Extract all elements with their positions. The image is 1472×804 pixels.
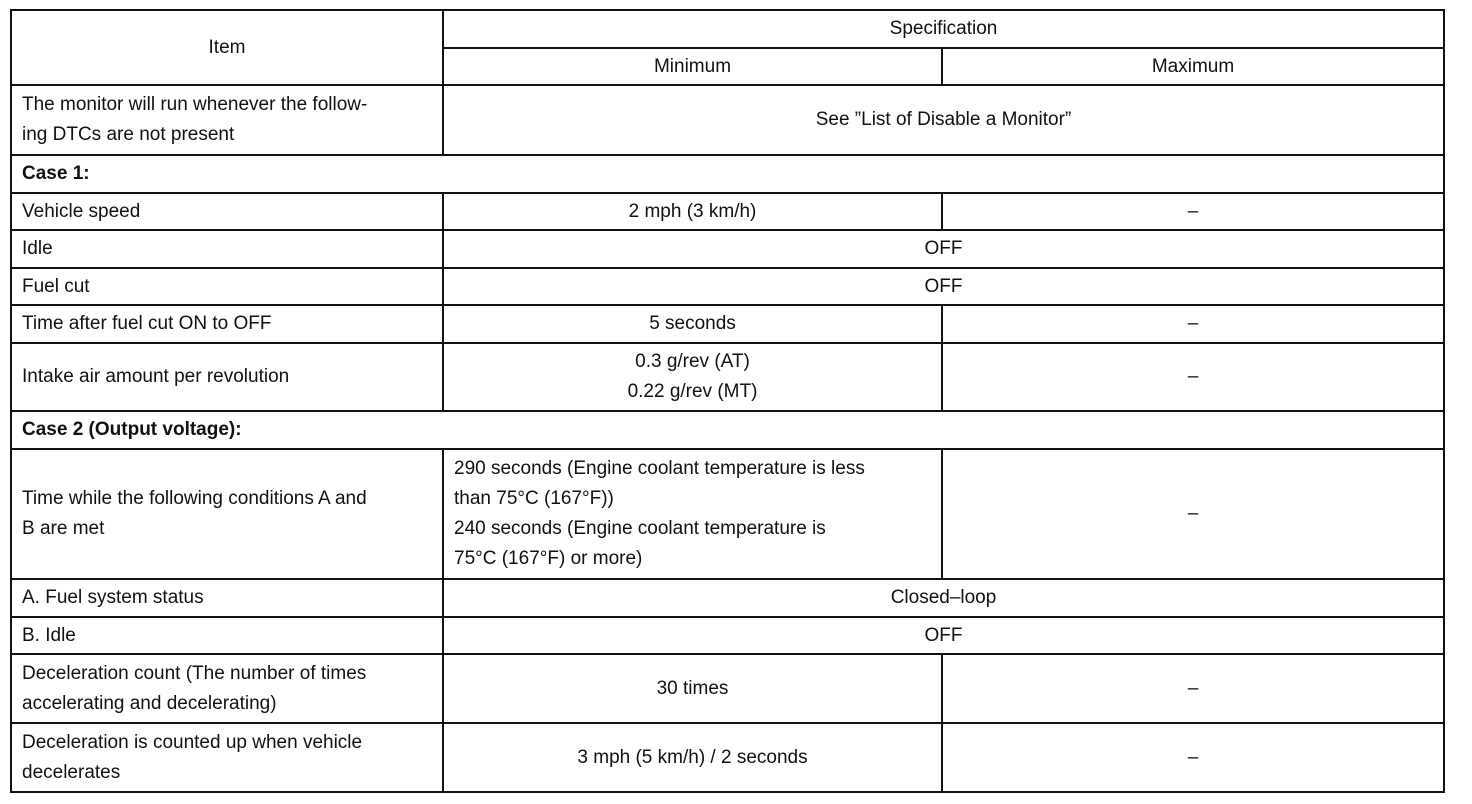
minimum-cell: 2 mph (3 km/h) (443, 193, 942, 230)
item-cell: Fuel cut (11, 268, 443, 305)
table-row-fuel-cut (11, 268, 1444, 305)
item-cell: Intake air amount per revolution (11, 343, 443, 411)
minimum-line: 0.3 g/rev (AT) (635, 351, 750, 372)
item-cell (11, 723, 443, 792)
spec-cell: OFF (443, 617, 1444, 654)
section-row-case-2 (11, 411, 1444, 449)
section-label: Case 2 (Output voltage): (11, 411, 1444, 449)
spec-cell: See ”List of Disable a Monitor” (443, 85, 1444, 155)
item-cell: Time after fuel cut ON to OFF (11, 305, 443, 343)
minimum-line: than 75°C (167°F)) (454, 488, 614, 509)
maximum-cell: – (942, 449, 1444, 579)
table-row-intake-air (11, 343, 1444, 411)
section-label: Case 1: (11, 155, 1444, 193)
maximum-cell: – (942, 305, 1444, 343)
minimum-cell: 5 seconds (443, 305, 942, 343)
section-row-case-1 (11, 155, 1444, 193)
minimum-line: 290 seconds (Engine coolant temperature is less (454, 458, 865, 479)
table-row-monitor (11, 85, 1444, 155)
minimum-line: 75°C (167°F) or more) (454, 548, 643, 569)
table-row-deceleration-counted (11, 723, 1444, 792)
item-cell (11, 85, 443, 155)
minimum-cell (443, 343, 942, 411)
minimum-cell: 30 times (443, 654, 942, 723)
table-row-fuel-system-status (11, 579, 1444, 617)
item-cell: Idle (11, 230, 443, 268)
header-specification: Specification (443, 10, 1444, 48)
item-line: ing DTCs are not present (22, 124, 235, 145)
minimum-line: 240 seconds (Engine coolant temperature is (454, 518, 826, 539)
item-cell: A. Fuel system status (11, 579, 443, 617)
item-line: Time while the following conditions A and (22, 488, 367, 509)
spec-cell: OFF (443, 230, 1444, 268)
header-minimum: Minimum (443, 48, 942, 85)
item-line: accelerating and decelerating) (22, 692, 277, 714)
item-line: B are met (22, 518, 105, 539)
spec-cell: Closed–loop (443, 579, 1444, 617)
header-item: Item (11, 10, 443, 85)
table-row-vehicle-speed (11, 193, 1444, 230)
item-cell (11, 449, 443, 579)
table-row-b-idle (11, 617, 1444, 654)
maximum-cell: – (942, 193, 1444, 230)
item-line: Deceleration count (The number of times (22, 662, 367, 684)
spec-cell: OFF (443, 268, 1444, 305)
header-row-top (11, 10, 1444, 48)
minimum-line: 0.22 g/rev (MT) (627, 381, 758, 402)
specification-table (10, 9, 1445, 793)
table-row-deceleration-count (11, 654, 1444, 723)
item-cell (11, 654, 443, 723)
maximum-cell: – (942, 654, 1444, 723)
table-row-idle (11, 230, 1444, 268)
minimum-cell: 3 mph (5 km/h) / 2 seconds (443, 723, 942, 792)
table-row-time-conditions (11, 449, 1444, 579)
item-cell: B. Idle (11, 617, 443, 654)
header-maximum: Maximum (942, 48, 1444, 85)
item-line: decelerates (22, 761, 121, 783)
maximum-cell: – (942, 723, 1444, 792)
minimum-cell (443, 449, 942, 579)
item-line: Deceleration is counted up when vehicle (22, 731, 363, 753)
maximum-cell: – (942, 343, 1444, 411)
item-line: The monitor will run whenever the follow- (22, 94, 368, 115)
item-cell: Vehicle speed (11, 193, 443, 230)
table-row-time-after-fuel-cut (11, 305, 1444, 343)
